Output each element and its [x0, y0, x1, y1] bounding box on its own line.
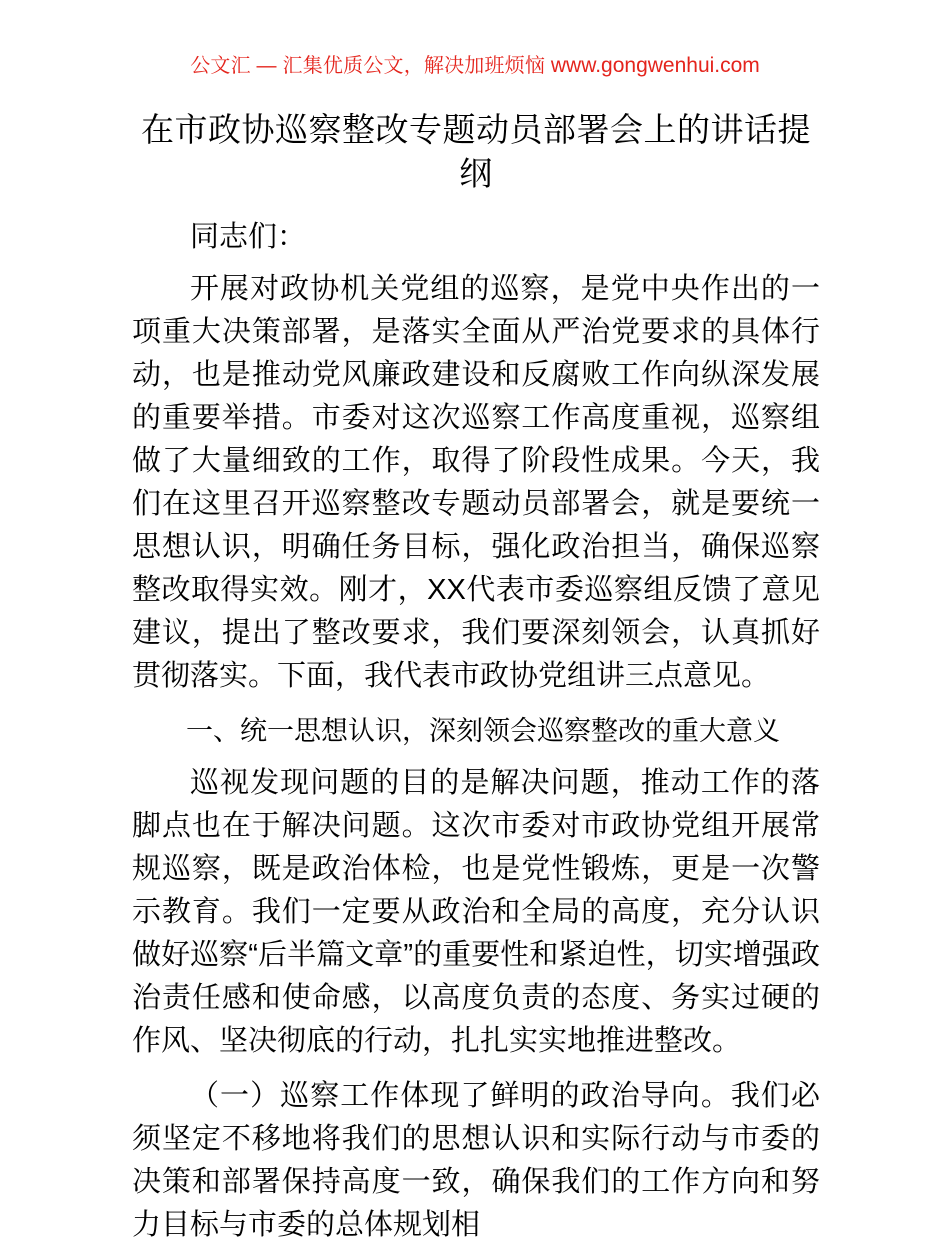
site-watermark-banner [0, 52, 950, 80]
body-paragraph-2: 巡视发现问题的目的是解决问题，推动工作的落脚点也在于解决问题。这次市委对市政协党组开展常规巡察，既是政治体检，也是党性锻炼，更是一次警示教育。我们一定要从政治和全局的高度，充分认识做好巡察“后半篇文章”的重要性和紧迫性，切实增强政治责任感和使命感，以高度负责的态度、务实过硬的作风、坚决彻底的行动，扎扎实实地推进整改。 [132, 767, 820, 1057]
body-paragraph-3: （一）巡察工作体现了鲜明的政治导向。我们必须坚定不移地将我们的思想认识和实际行动与市委的决策和部署保持高度一致，确保我们的工作方向和努力目标与市委的总体规划相 [132, 1080, 820, 1241]
watermark-website-url: www.gongwenhui.com [550, 54, 760, 77]
document-title: 在市政协巡察整改专题动员部署会上的讲话提纲 [141, 111, 811, 192]
salutation-line: 同志们： [190, 221, 307, 253]
section-heading-one: 一、统一思想认识，深刻领会巡察整改的重大意义 [186, 716, 780, 746]
body-paragraph-1: 开展对政协机关党组的巡察，是党中央作出的一项重大决策部署，是落实全面从严治党要求的具体行动，也是推动党风廉政建设和反腐败工作向纵深发展的重要举措。市委对这次巡察工作高度重视，巡察组做了大量细致的工作，取得了阶段性成果。今天，我们在这里召开巡察整改专题动员部署会，就是要统一思想认识，明确任务目标，强化政治担当，确保巡察整改取得实效。刚才，XX代表市委巡察组反馈了意见建议，提出了整改要求，我们要深刻领会，认真抓好贯彻落实。下面，我代表市政协党组讲三点意见。 [132, 273, 820, 692]
watermark-slogan: 公文汇 — 汇集优质公文，解决加班烦恼 [190, 55, 551, 77]
document-body [132, 108, 820, 1247]
